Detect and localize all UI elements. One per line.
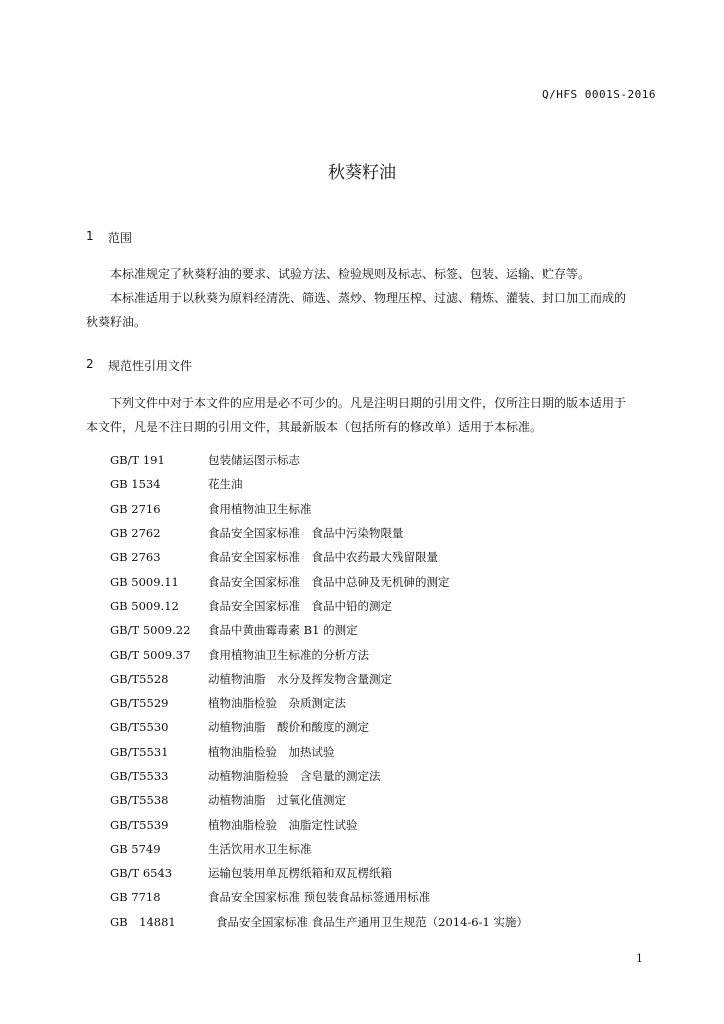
- standard-code: Q/HFS 0001S-2016: [542, 88, 656, 101]
- reference-item: [110, 740, 528, 764]
- section-1-para-2: [86, 286, 656, 310]
- reference-item: [110, 472, 528, 496]
- reference-code: GB 2762: [110, 526, 161, 541]
- section-1-para-2-line-1: 本标准适用于以秋葵为原料经清洗、筛选、蒸炒、物理压榨、过滤、精炼、灌装、封口加工而成的: [110, 291, 627, 305]
- reference-code: GB 7718: [110, 890, 161, 905]
- reference-title: 食用植物油卫生标准的分析方法: [208, 647, 369, 662]
- reference-item: [110, 788, 528, 812]
- reference-item: [110, 885, 528, 909]
- reference-item: [110, 910, 528, 934]
- reference-item: [110, 691, 528, 715]
- reference-title: 运输包装用单瓦楞纸箱和双瓦楞纸箱: [208, 866, 392, 881]
- reference-code: GB/T5528: [110, 671, 169, 686]
- reference-code: GB/T 5009.22: [110, 623, 191, 638]
- section-1-body: [86, 262, 656, 334]
- reference-title: 食用植物油卫生标准: [208, 501, 312, 516]
- section-2-intro-line-1: [86, 391, 656, 415]
- section-1-para-2-cont: [86, 310, 656, 334]
- reference-item: [110, 594, 528, 618]
- reference-item: [110, 569, 528, 593]
- reference-item: [110, 545, 528, 569]
- reference-code: GB 5749: [110, 841, 161, 856]
- section-1-para-2-line-2: 秋葵籽油。: [86, 315, 147, 329]
- reference-title: 动植物油脂 过氧化值测定: [208, 793, 346, 808]
- reference-code: GB/T5529: [110, 696, 169, 711]
- reference-code: GB/T5533: [110, 769, 169, 783]
- reference-code: GB/T5531: [110, 744, 169, 759]
- reference-title: 植物油脂检验 加热试验: [208, 744, 335, 759]
- section-2-intro-line-2: [86, 415, 656, 439]
- reference-title: 植物油脂检验 杂质测定法: [208, 696, 346, 711]
- reference-list: [110, 448, 528, 934]
- reference-item: [110, 497, 528, 521]
- reference-title: 生活饮用水卫生标准: [208, 841, 312, 856]
- reference-item: [110, 764, 528, 788]
- reference-title: 花生油: [208, 477, 243, 492]
- reference-code: GB/T5538: [110, 793, 169, 808]
- section-1-para-1-text: 本标准规定了秋葵籽油的要求、试验方法、检验规则及标志、标签、包装、运输、贮存等。: [110, 267, 591, 281]
- reference-title: 动植物油脂检验 含皂量的测定法: [208, 769, 381, 783]
- section-2-intro: [86, 391, 656, 439]
- reference-item: [110, 861, 528, 885]
- reference-item: [110, 642, 528, 666]
- section-2-heading: [86, 357, 192, 374]
- reference-title: 食品安全国家标准 预包装食品标签通用标准: [208, 890, 431, 905]
- section-2-title: 规范性引用文件: [108, 359, 193, 373]
- section-1-number: 1: [86, 229, 94, 243]
- reference-code: GB 14881: [110, 914, 176, 929]
- reference-title: 植物油脂检验 油脂定性试验: [208, 817, 358, 832]
- reference-item: [110, 715, 528, 739]
- reference-title: 食品安全国家标准 食品中铅的测定: [208, 598, 392, 613]
- reference-item: [110, 618, 528, 642]
- reference-title: 食品安全国家标准 食品中污染物限量: [208, 526, 404, 541]
- section-2-intro-text-1: 下列文件中对于本文件的应用是必不可少的。凡是注明日期的引用文件，仅所注日期的版本适用于: [110, 396, 627, 410]
- reference-item: [110, 521, 528, 545]
- reference-item: [110, 448, 528, 472]
- reference-title: 食品安全国家标准 食品中农药最大残留限量: [208, 550, 438, 565]
- reference-title: 动植物油脂 酸价和酸度的测定: [208, 720, 369, 735]
- reference-code: GB/T5530: [110, 720, 169, 735]
- reference-code: GB/T5539: [110, 817, 169, 832]
- reference-code: GB 5009.11: [110, 574, 179, 589]
- document-title: 秋葵籽油: [328, 163, 396, 183]
- section-1-para-1: [86, 262, 656, 286]
- section-2-number: 2: [86, 357, 94, 371]
- reference-item: [110, 837, 528, 861]
- reference-code: GB/T 191: [110, 453, 165, 468]
- section-1-title: 范围: [108, 231, 133, 245]
- reference-title: 食品中黄曲霉毒素 B1 的测定: [208, 623, 358, 638]
- reference-code: GB 5009.12: [110, 598, 179, 613]
- page-number: 1: [636, 952, 643, 965]
- reference-item: [110, 812, 528, 836]
- section-2-intro-text-2: 本文件，凡是不注日期的引用文件，其最新版本（包括所有的修改单）适用于本标准。: [86, 420, 543, 434]
- reference-code: GB/T 6543: [110, 866, 173, 881]
- reference-title: 食品安全国家标准 食品中总砷及无机砷的测定: [208, 574, 450, 589]
- reference-item: [110, 667, 528, 691]
- reference-code: GB/T 5009.37: [110, 647, 191, 662]
- reference-title: 动植物油脂 水分及挥发物含量测定: [208, 671, 392, 686]
- reference-code: GB 1534: [110, 477, 161, 492]
- reference-title: 包装储运图示标志: [208, 453, 300, 468]
- reference-code: GB 2716: [110, 501, 161, 516]
- section-1-heading: [86, 229, 132, 246]
- reference-code: GB 2763: [110, 550, 161, 565]
- reference-title: 食品安全国家标准 食品生产通用卫生规范（2014-6-1 实施）: [216, 914, 528, 929]
